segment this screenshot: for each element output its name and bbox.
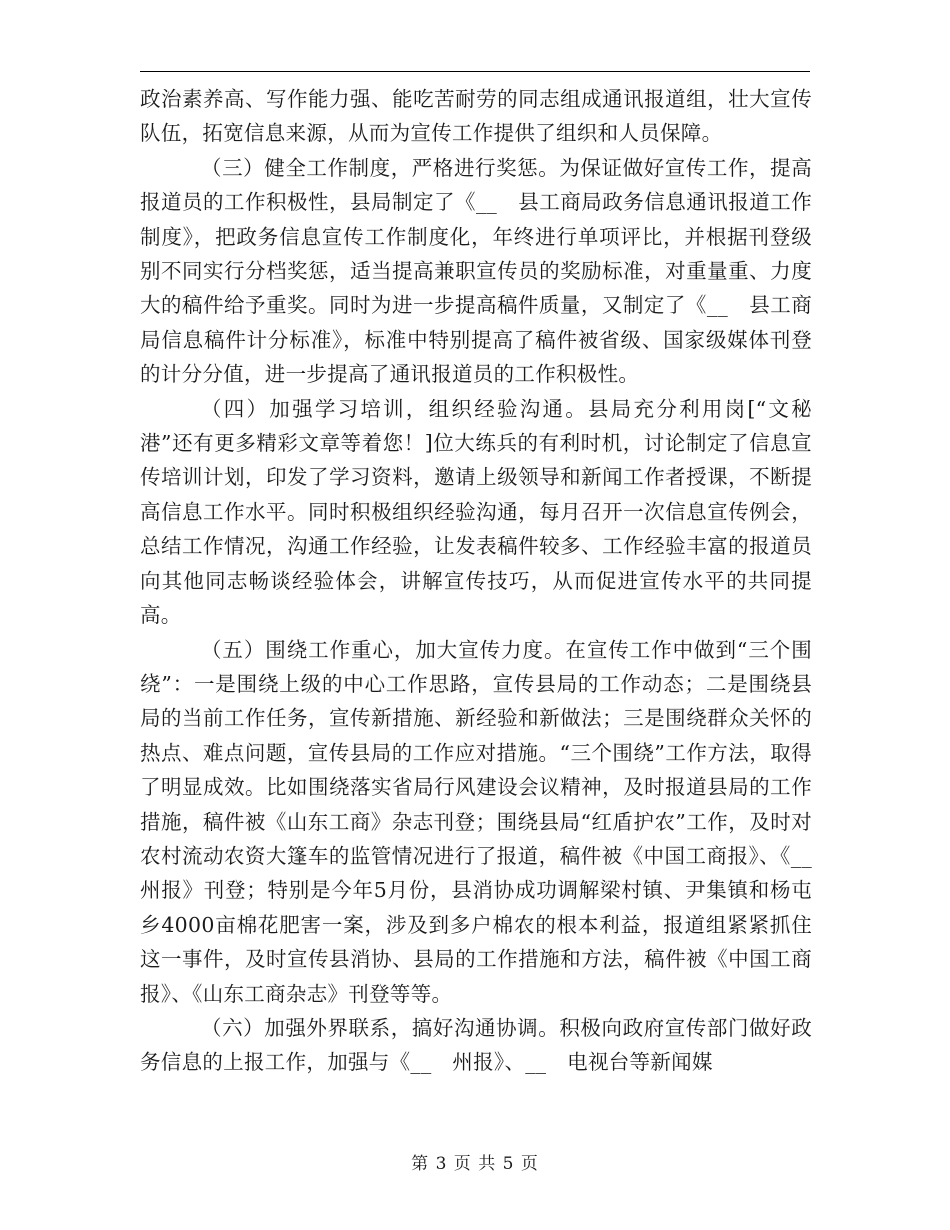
paragraph: 政治素养高、写作能力强、能吃苦耐劳的同志组成通讯报道组，壮大宣传队伍，拓宽信息来源，从而为宣传工作提供了组织和人员保障。 (140, 87, 812, 146)
header-rule (140, 71, 810, 72)
paragraph: （五）围绕工作重心，加大宣传力度。在宣传工作中做到“三个围绕”：一是围绕上级的中心工作思路，宣传县局的工作动态；二是围绕县局的当前工作任务，宣传新措施、新经验和新做法；三是围绕群众关怀的热点、难点问题，宣传县局的工作应对措施。“三个围绕”工作方法，取得了明显成效。比如围绕落实省局行风建设会议精神，及时报道县局的工作措施，稿件被《山东工商》杂志刊登；围绕县局“红盾护农”工作，及时对农村流动农资大篷车的监管情况进行了报道，稿件被《中国工商报》、《__ 州报》刊登；特别是今年5月份，县消协成功调解梁村镇、尹集镇和杨屯乡4000亩棉花肥害一案，涉及到多户棉农的根本利益，报道组紧紧抓住这一事件，及时宣传县消协、县局的工作措施和方法，稿件被《中国工商报》、《山东工商杂志》刊登等等。 (140, 637, 833, 1006)
paragraph: （六）加强外界联系，搞好沟通协调。积极向政府宣传部门做好政务信息的上报工作，加强与《__ 州报》、__ 电视台等新闻媒 (140, 1015, 812, 1075)
page-footer: 第 3 页 共 5 页 (411, 1154, 539, 1174)
document-body (140, 82, 833, 1080)
paragraph: （四）加强学习培训，组织经验沟通。县局充分利用岗[“文秘 港”还有更多精彩文章等着您！]位大练兵的有利时机，讨论制定了信息宣传培训计划，印发了学习资料，邀请上级领导和新闻工作者授课，不断提高信息工作水平。同时积极组织经验沟通，每月召开一次信息宣传例会，总结工作情况，沟通工作经验，让发表稿件较多、工作经验丰富的报道员向其他同志畅谈经验体会，讲解宣传技巧，从而促进宣传水平的共同提高。 (140, 396, 812, 628)
paragraph: （三）健全工作制度，严格进行奖惩。为保证做好宣传工作，提高报道员的工作积极性，县局制定了《__ 县工商局政务信息通讯报道工作制度》，把政务信息宣传工作制度化，年终进行单项评比，并根据刊登级别不同实行分档奖惩，适当提高兼职宣传员的奖励标准，对重量重、力度大的稿件给予重奖。同时为进一步提高稿件质量，又制定了《__ 县工商局信息稿件计分标准》，标准中特别提高了稿件被省级、国家级媒体刊登的计分分值，进一步提高了通讯报道员的工作积极性。 (140, 155, 812, 387)
